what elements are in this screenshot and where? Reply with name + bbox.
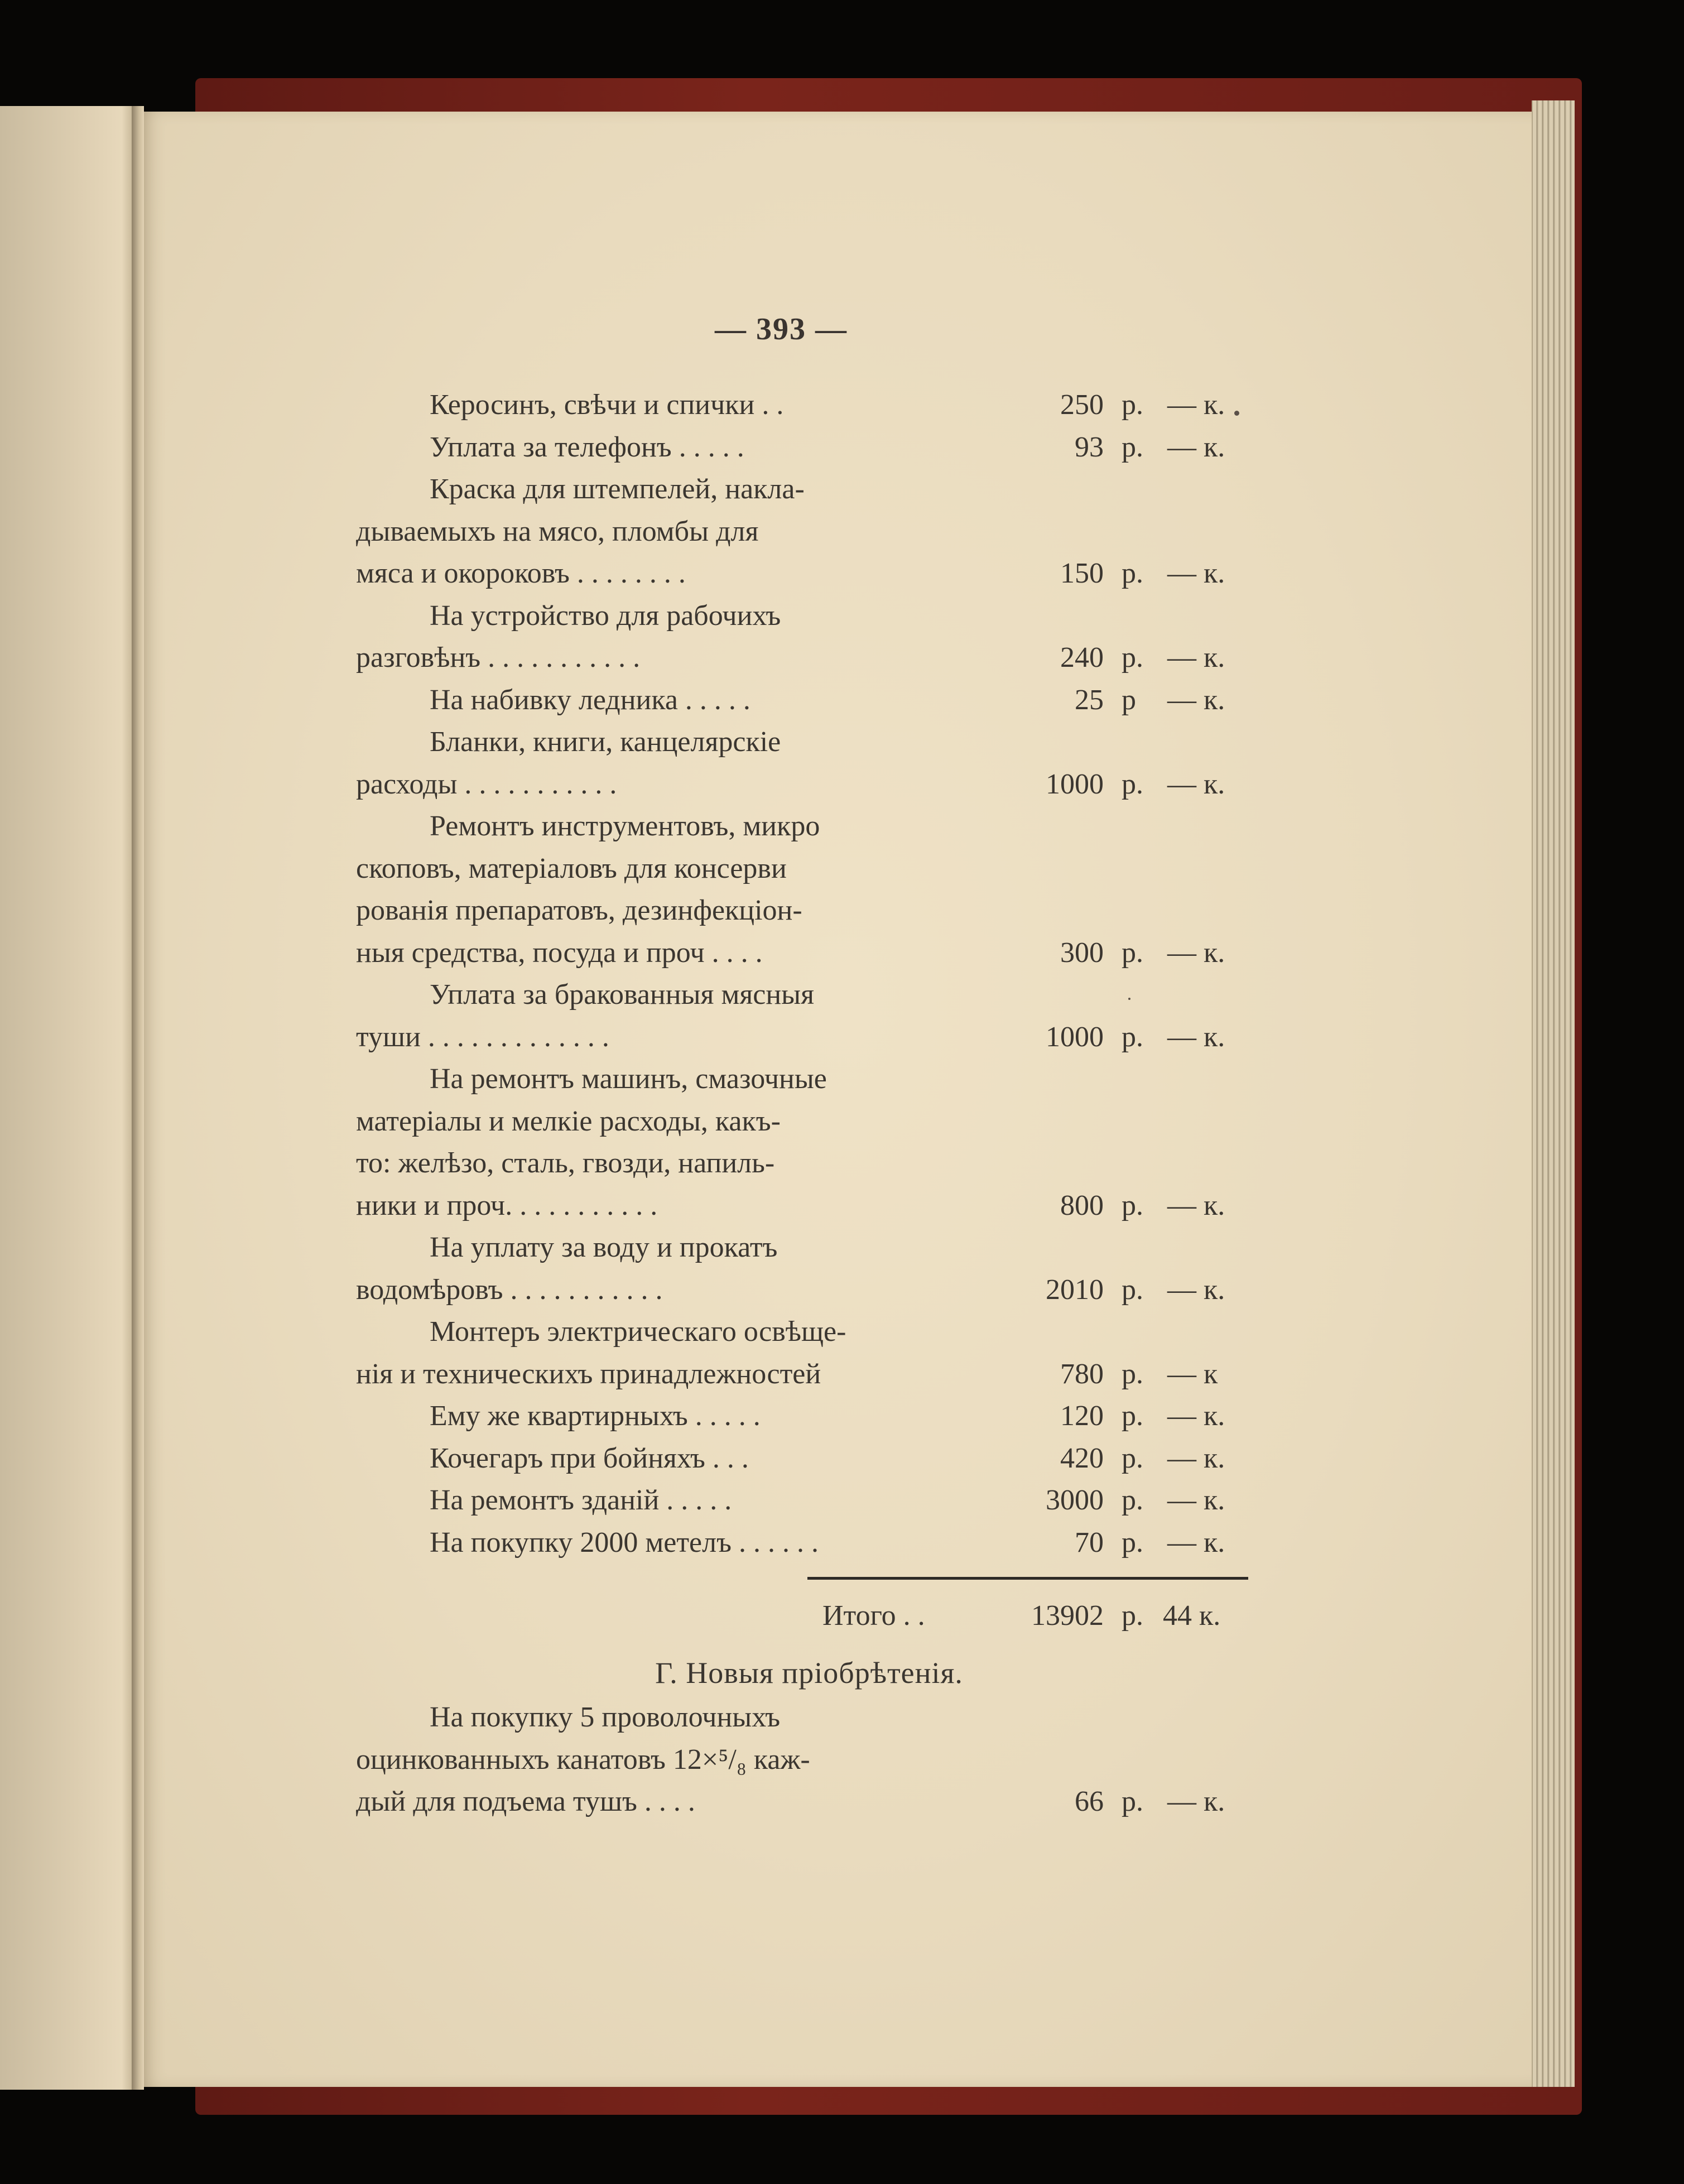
entry-line: Керосинъ, свѣчи и спички . . (430, 389, 784, 421)
entry-line: На набивку ледника . . . . . (430, 684, 750, 716)
entry-rubles-unit: р. (1122, 1484, 1143, 1516)
entry-rubles-unit: р (1122, 684, 1136, 716)
entry-line: ники и проч. . . . . . . . . . . (356, 1189, 658, 1221)
entry-line: Ремонтъ инструментовъ, микро (430, 810, 820, 842)
entry-kopecks: — к. (1167, 1484, 1225, 1516)
entry-line: Уплата за телефонъ . . . . . (430, 431, 744, 463)
entry-line: Краска для штемпелей, накла- (430, 473, 805, 505)
entry-line: матеріалы и мелкіе расходы, какъ- (356, 1105, 781, 1137)
entry-rubles-unit: р. (1122, 389, 1143, 421)
entry-line: нія и техническихъ принадлежностей (356, 1358, 821, 1390)
entry-amount: 800 (1060, 1189, 1104, 1221)
page-number: — 393 — (715, 312, 848, 347)
entry-rubles-unit: р. (1122, 1021, 1143, 1053)
entry-kopecks: — к. (1167, 431, 1225, 463)
entry-amount: 250 (1060, 389, 1104, 421)
entry-amount: 120 (1060, 1400, 1104, 1432)
entry-line: На уплату за воду и прокатъ (430, 1231, 778, 1263)
entry-amount: 1000 (1046, 768, 1104, 800)
book-gutter (132, 106, 144, 2090)
entry-amount: 150 (1060, 557, 1104, 589)
entry-amount: 70 (1075, 1526, 1104, 1558)
ink-speck (1128, 998, 1130, 1000)
entry-rubles-unit: р. (1122, 1400, 1143, 1432)
entry-line: Монтеръ электрическаго освѣще- (430, 1316, 846, 1348)
entry-amount: 25 (1075, 684, 1104, 716)
entry-line: разговѣнъ . . . . . . . . . . . (356, 642, 641, 674)
total-rule (807, 1577, 1248, 1580)
entry-rubles-unit: р. (1122, 1273, 1143, 1306)
page-edges (1532, 100, 1575, 2087)
left-page (0, 106, 138, 2090)
entry-kopecks: — к. (1167, 557, 1225, 589)
entry-rubles-unit: р. (1122, 1358, 1143, 1390)
entry-kopecks: — к (1167, 1358, 1218, 1390)
entry-line: На покупку 2000 метелъ . . . . . . (430, 1526, 819, 1558)
entry-amount: 93 (1075, 431, 1104, 463)
entry-amount: 3000 (1046, 1484, 1104, 1516)
entry-line: Кочегаръ при бойняхъ . . . (430, 1442, 749, 1474)
entry-kopecks: — к. (1167, 1442, 1225, 1474)
entry-kopecks: — к. (1167, 1189, 1225, 1221)
entry-line: дый для подъема тушъ . . . . (356, 1786, 695, 1817)
entry-rubles-unit: р. (1122, 642, 1143, 674)
entry-rubles-unit: р. (1122, 1526, 1143, 1558)
entry-kopecks: — к. (1167, 1786, 1225, 1817)
entry-line: скоповъ, матеріаловъ для консерви (356, 852, 787, 884)
entry-line: На покупку 5 проволочныхъ (430, 1701, 781, 1733)
entry-rubles-unit: р. (1122, 936, 1143, 969)
entry-kopecks: — к. (1167, 389, 1225, 421)
entry-amount: 2010 (1046, 1273, 1104, 1306)
ink-speck (1234, 411, 1239, 416)
entry-line: Ему же квартирныхъ . . . . . (430, 1400, 761, 1432)
entry-line: расходы . . . . . . . . . . . (356, 768, 617, 800)
entry-kopecks: — к. (1167, 768, 1225, 800)
entry-rubles-unit: р. (1122, 768, 1143, 800)
entry-line: туши . . . . . . . . . . . . . (356, 1021, 609, 1053)
entry-amount: 420 (1060, 1442, 1104, 1474)
entry-kopecks: — к. (1167, 1021, 1225, 1053)
entry-kopecks: — к. (1167, 1273, 1225, 1306)
entry-line: Уплата за бракованныя мясныя (430, 979, 815, 1011)
entry-line: На устройство для рабочихъ (430, 599, 781, 632)
section-heading: Г. Новыя пріобрѣтенія. (655, 1656, 963, 1690)
right-page (138, 112, 1556, 2087)
entry-rubles-unit: р. (1122, 557, 1143, 589)
total-rubles-unit: р. (1122, 1600, 1143, 1632)
entry-amount: 780 (1060, 1358, 1104, 1390)
entry-kopecks: — к. (1167, 684, 1225, 716)
entry-line: оцинкованныхъ канатовъ 12×⁵/₈ каж- (356, 1743, 810, 1776)
entry-amount: 240 (1060, 642, 1104, 674)
entry-line: На ремонтъ машинъ, смазочные (430, 1063, 827, 1095)
entry-line: водомѣровъ . . . . . . . . . . . (356, 1273, 663, 1306)
entry-line: дываемыхъ на мясо, пломбы для (356, 515, 759, 547)
total-amount: 13902 (1031, 1600, 1104, 1632)
entry-amount: 300 (1060, 936, 1104, 969)
entry-kopecks: — к. (1167, 1526, 1225, 1558)
entry-line: Бланки, книги, канцелярскіе (430, 726, 781, 758)
entry-rubles-unit: р. (1122, 431, 1143, 463)
entry-kopecks: — к. (1167, 642, 1225, 674)
entry-kopecks: — к. (1167, 936, 1225, 969)
entry-line: ныя средства, посуда и проч . . . . (356, 936, 763, 969)
entry-rubles-unit: р. (1122, 1786, 1143, 1817)
entry-kopecks: — к. (1167, 1400, 1225, 1432)
entry-amount: 1000 (1046, 1021, 1104, 1053)
entry-line: На ремонтъ зданій . . . . . (430, 1484, 732, 1516)
entry-rubles-unit: р. (1122, 1189, 1143, 1221)
entry-rubles-unit: р. (1122, 1442, 1143, 1474)
entry-amount: 66 (1075, 1786, 1104, 1817)
total-label: Итого . . (822, 1600, 925, 1632)
total-kopecks: 44 к. (1163, 1600, 1221, 1632)
entry-line: то: желѣзо, сталь, гвозди, напиль- (356, 1147, 775, 1179)
entry-line: мяса и окороковъ . . . . . . . . (356, 557, 686, 589)
entry-line: рованія препаратовъ, дезинфекціон- (356, 894, 802, 926)
